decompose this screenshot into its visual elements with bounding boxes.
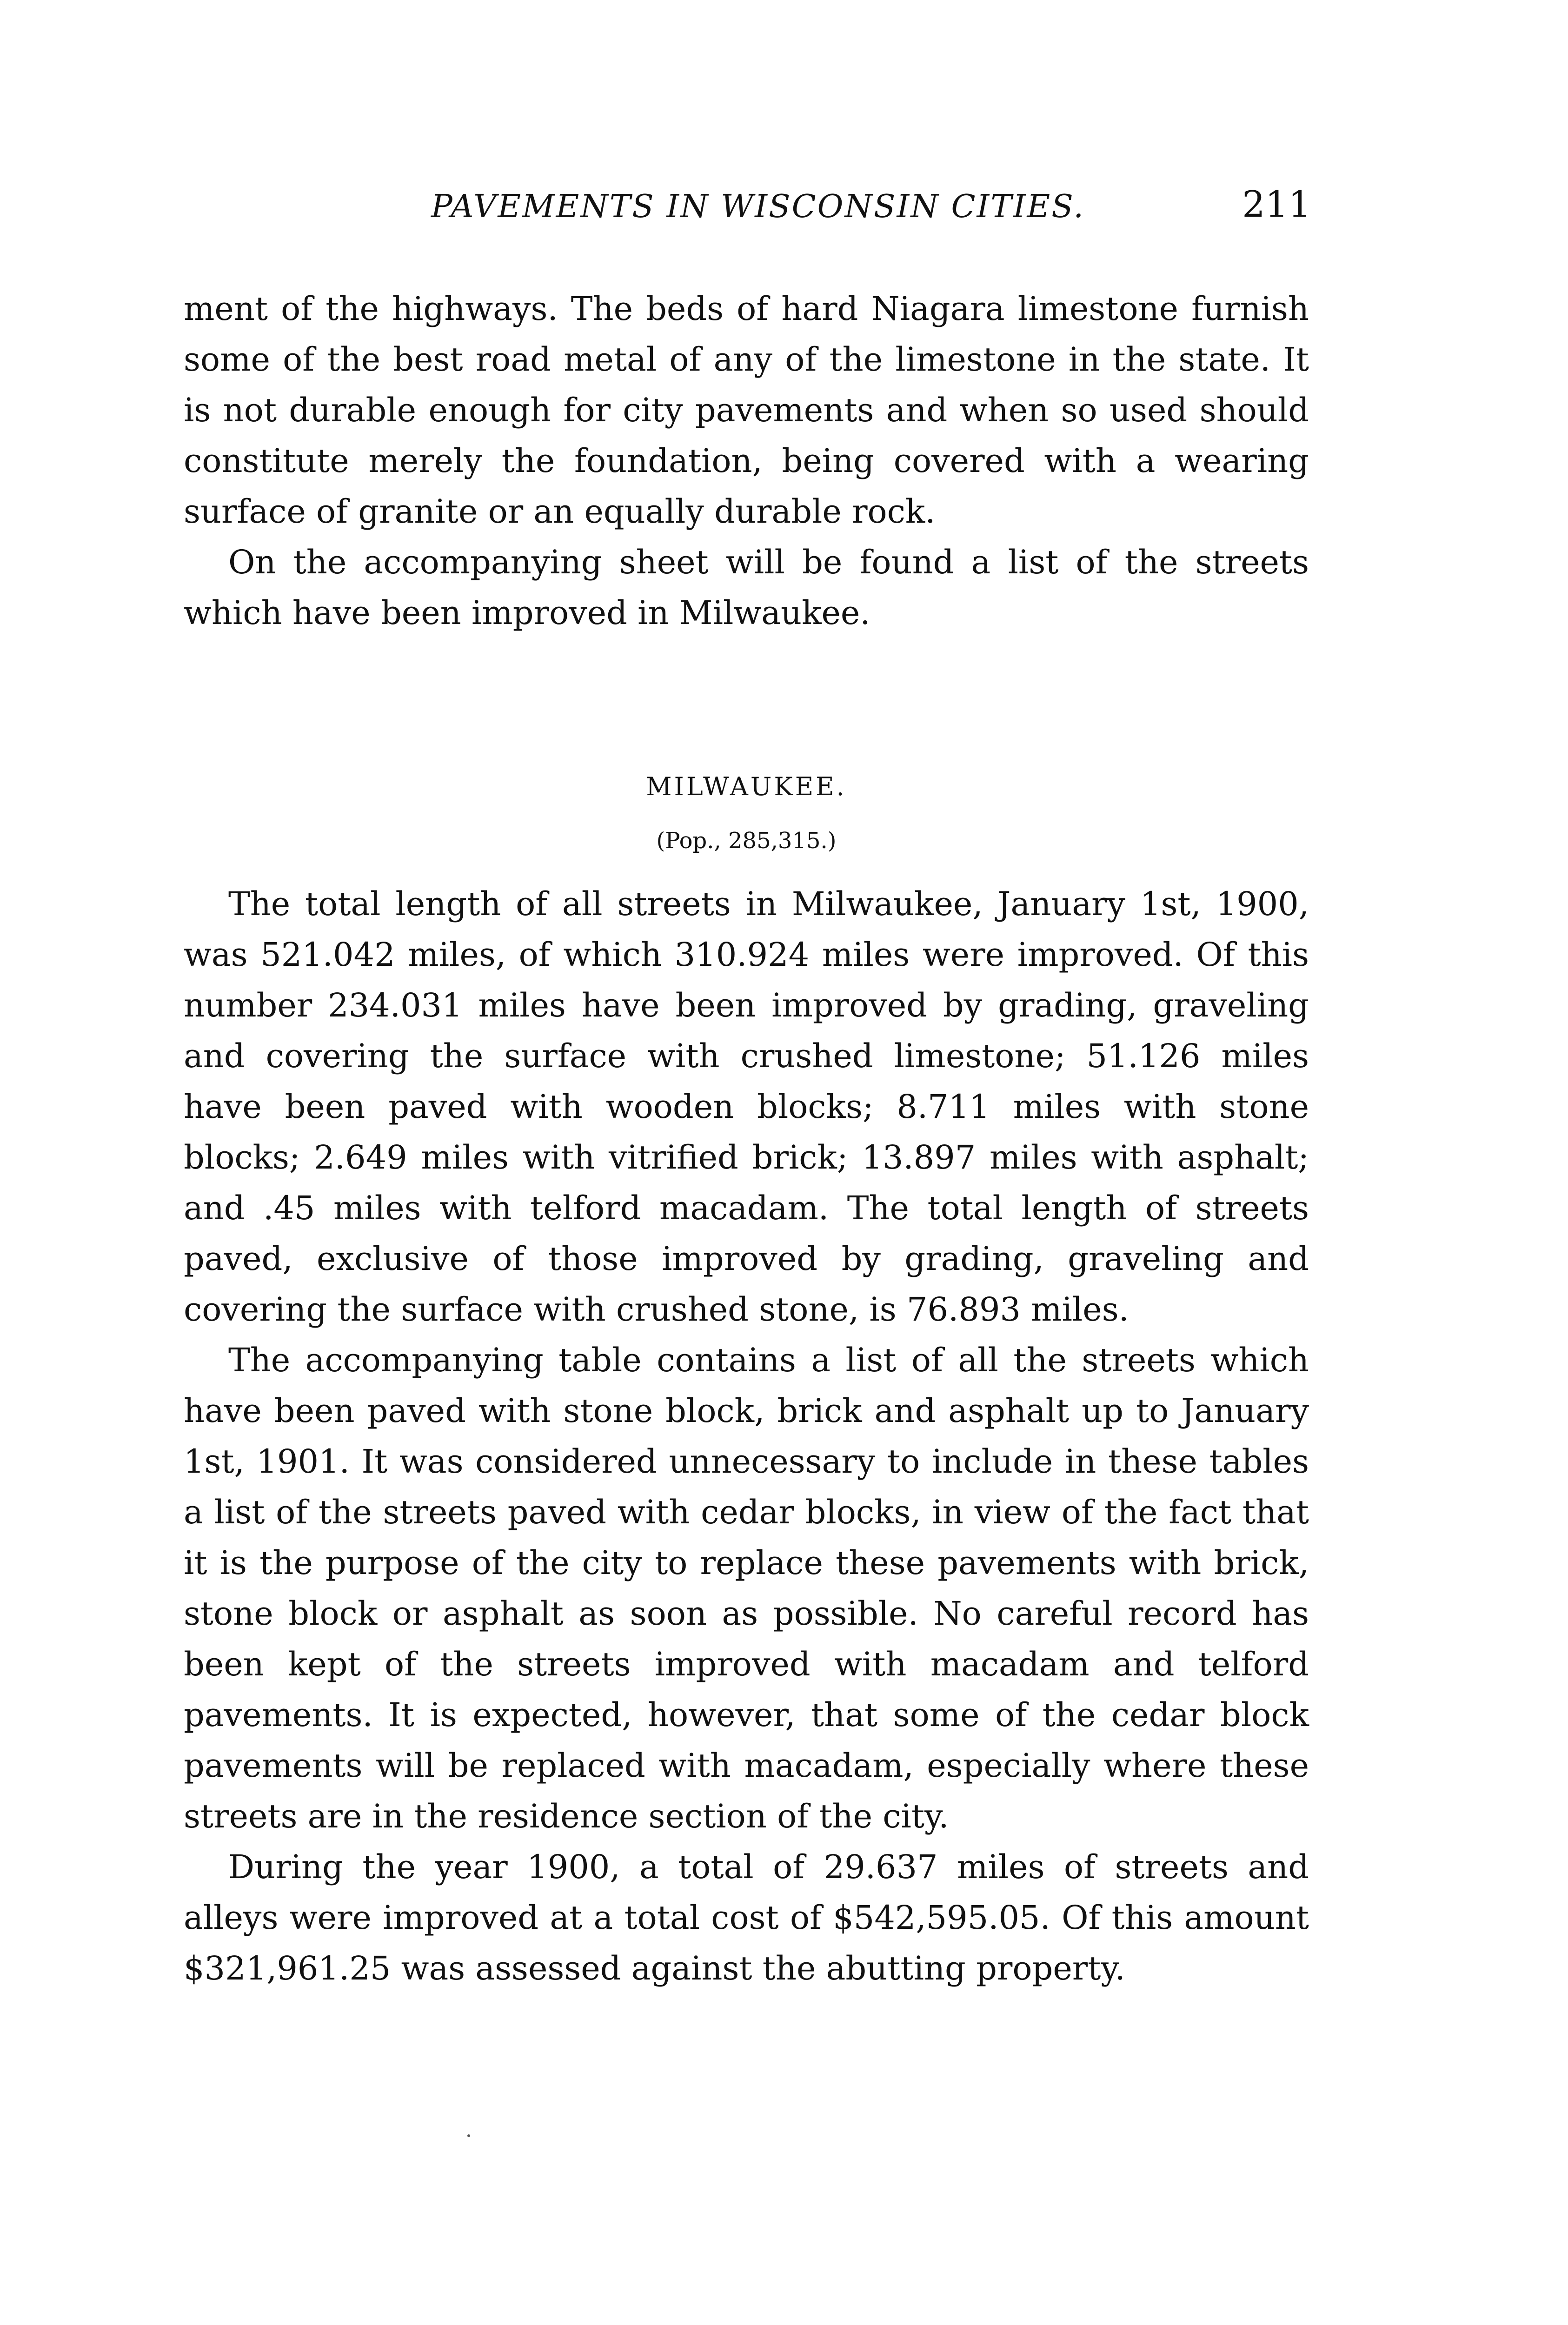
print-speck [467, 2134, 470, 2137]
section-heading-milwaukee: MILWAUKEE. [646, 772, 847, 801]
paragraph-accompanying-table: The accompanying table contains a list of all the streets which have been paved with stone block, brick and asphalt up to January 1st, 1901. It was considered unnecessary to include in these tables a list of the streets paved with cedar blocks, in view of the fact that it is the purpose of the city to replace these pavements with brick, stone block or asphalt as soon as possible. No careful record has been kept of the streets improved with macadam and telford pavements. It is expected, however, that some of the cedar block pavements will be replaced with macadam, especially where these streets are in the residence section of the city. [184, 1341, 1309, 1835]
paragraph-year-1900: During the year 1900, a total of 29.637 miles of streets and alleys were improved at a total cost of $542,595.05. Of this amount $321,961.25 was assessed against the abutting property. [184, 1848, 1309, 1987]
paragraph-continuation: ment of the highways. The beds of hard Niagara limestone furnish some of the best road metal of any of the limestone in the state. It is not durable enough for city pavements and when so used should constitute merely the foundation, being covered with a wearing surface of granite or an equally durable rock. [184, 290, 1309, 531]
paragraph-total-length: The total length of all streets in Milwaukee, January 1st, 1900, was 521.042 miles, of which 310.924 miles were improved. Of this number 234.031 miles have been improved by grading, graveling and covering the surface with crushed limestone; 51.126 miles have been paved with wooden blocks; 8.711 miles with stone blocks; 2.649 miles with vitrified brick; 13.897 miles with asphalt; and .45 miles with telford macadam. The total length of streets paved, exclusive of those improved by grading, graveling and covering the surface with crushed stone, is 76.893 miles. [184, 885, 1309, 1329]
paragraph-accompanying-sheet: On the accompanying sheet will be found a list of the streets which have been improved in Milwaukee. [184, 543, 1309, 632]
running-title: PAVEMENTS IN WISCONSIN CITIES. [431, 188, 1085, 225]
population-note: (Pop., 285,315.) [656, 828, 837, 854]
milwaukee-text-block [184, 879, 1309, 1994]
page-number: 211 [1242, 184, 1311, 226]
intro-text-block [184, 284, 1309, 638]
